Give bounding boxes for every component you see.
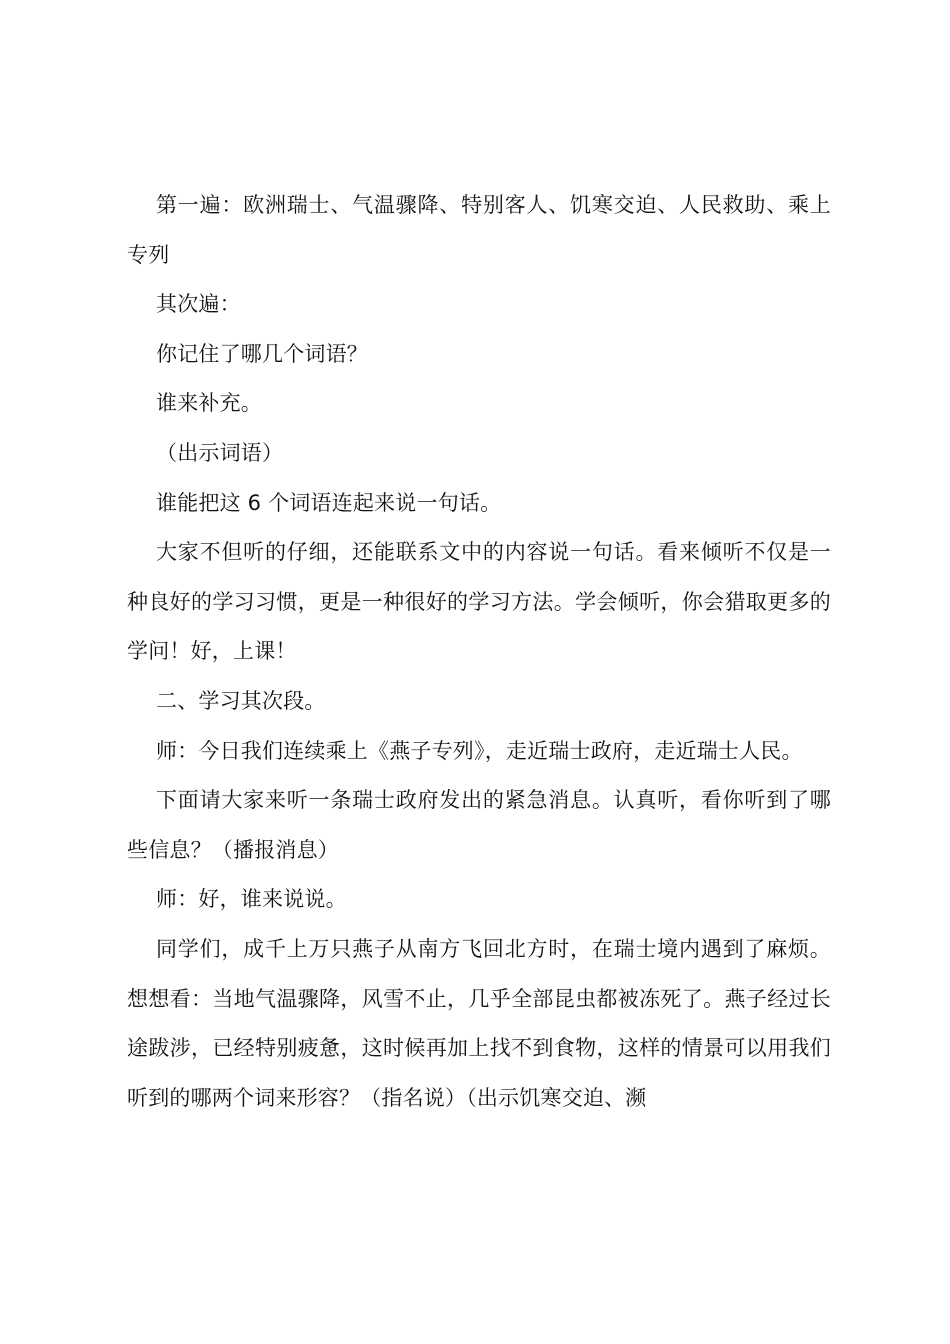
paragraph-teacher-who-speaks: 师：好，谁来说说。 [156, 887, 347, 912]
paragraph-urgent-news: 下面请大家来听一条瑞士政府发出的紧急消息。认真听，看你听到了哪些信息？（播报消息） [127, 788, 831, 862]
document-page [127, 181, 831, 1123]
paragraph-section-two-heading: 二、学习其次段。 [156, 688, 326, 713]
paragraph-show-words: （出示词语） [156, 440, 284, 465]
paragraph-second-pass: 其次遍： [156, 292, 241, 317]
paragraph-listening-praise: 大家不但听的仔细，还能联系文中的内容说一句话。看来倾听不仅是一种良好的学习习惯，更是一种很好的学习方法。学会倾听，你会猎取更多的学问！好，上课！ [127, 540, 831, 664]
paragraph-question-remember: 你记住了哪几个词语？ [156, 341, 368, 366]
paragraph-connect-words: 谁能把这 6 个词语连起来说一句话。 [156, 490, 502, 515]
paragraph-who-adds: 谁来补充。 [156, 391, 262, 416]
paragraph-teacher-intro: 师：今日我们连续乘上《燕子专列》，走近瑞士政府，走近瑞士人民。 [156, 738, 803, 763]
paragraph-swallows-trouble: 同学们，成千上万只燕子从南方飞回北方时，在瑞士境内遇到了麻烦。想想看：当地气温骤降，风雪不止，几乎全部昆虫都被冻死了。燕子经过长途跋涉，已经特别疲惫，这时候再加上找不到食物，这样的情景可以用我们听到的哪两个词来形容？（指名说）（出示饥寒交迫、濒 [127, 936, 831, 1110]
paragraph-first-pass-words: 第一遍：欧洲瑞士、气温骤降、特别客人、饥寒交迫、人民救助、乘上专列 [127, 193, 831, 267]
